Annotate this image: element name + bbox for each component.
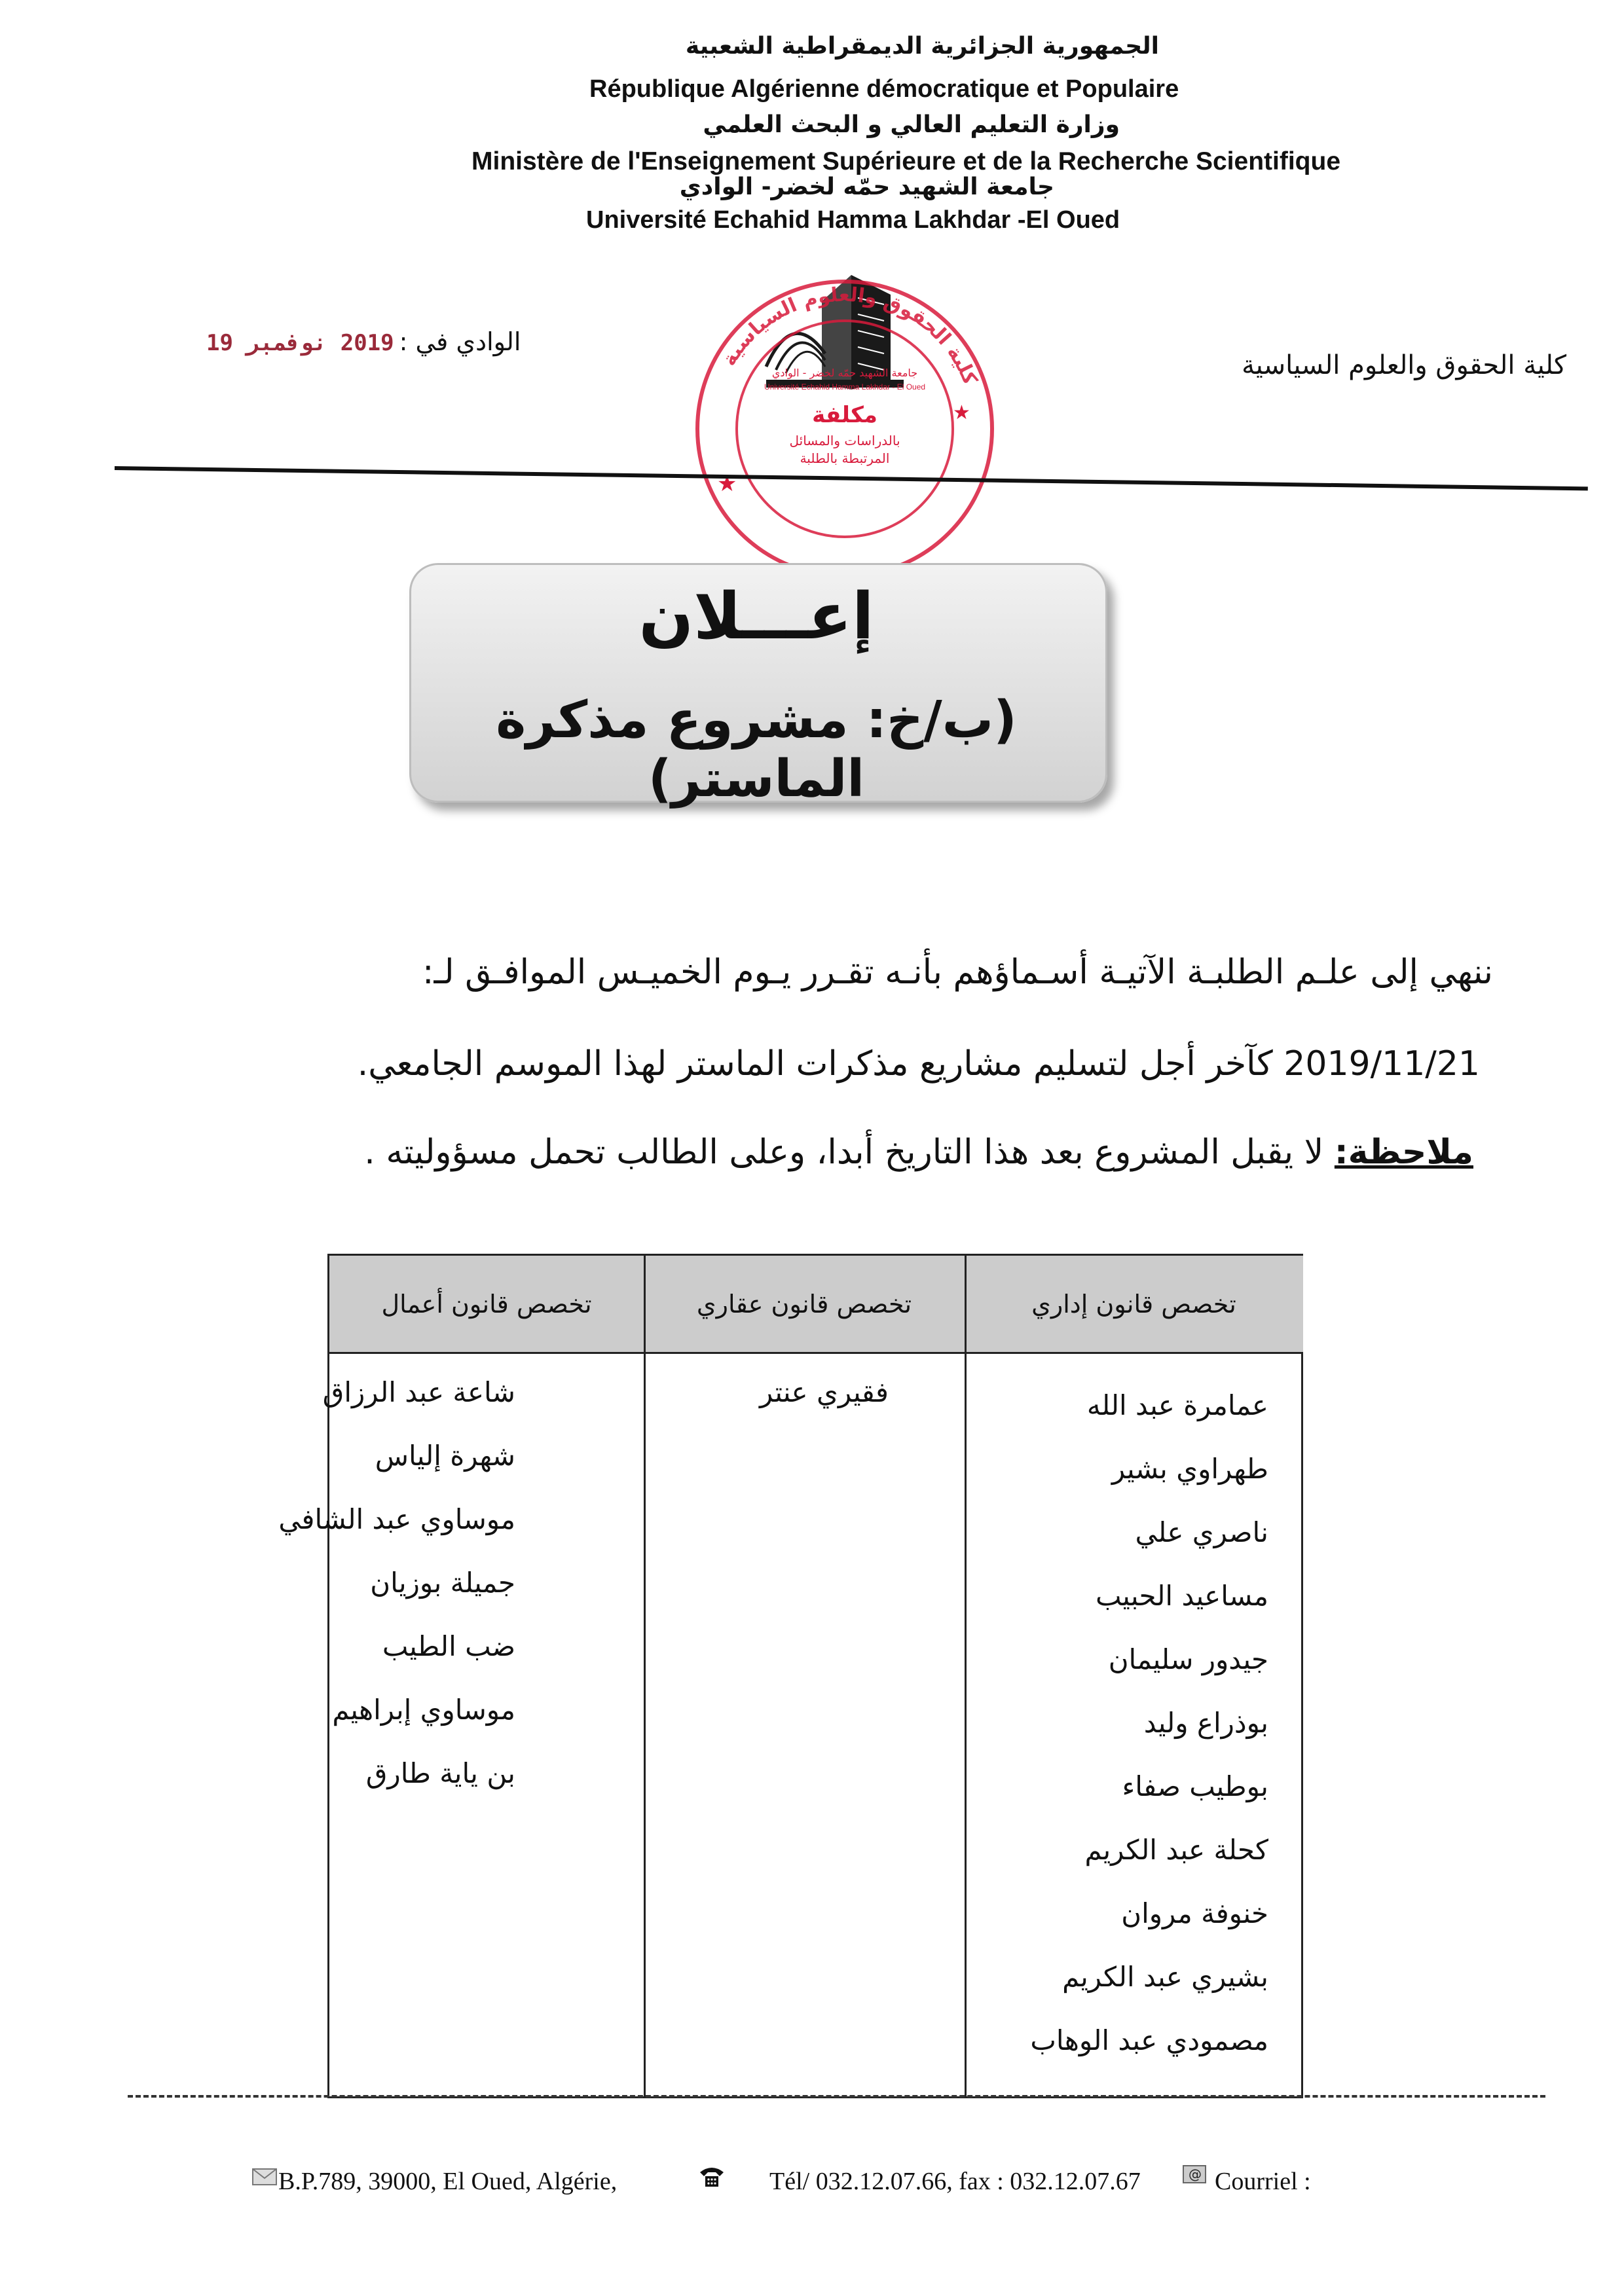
note-text: لا يقبل المشروع بعد هذا التاريخ أبدا، وعلى الطالب تحمل مسؤوليته . [364, 1133, 1335, 1172]
faculty-name: كلية الحقوق والعلوم السياسية [1242, 350, 1566, 380]
business-students-list [278, 1360, 515, 1805]
list-item: شاعة عبد الرزاق [322, 1376, 515, 1408]
header-fr-university: Université Echahid Hamma Lakhdar -El Oued [586, 206, 1120, 234]
footer-email-label: Courriel : [1215, 2168, 1311, 2195]
list-item: بن ياية طارق [365, 1757, 515, 1789]
list-item: عمامرة عبد الله [1086, 1389, 1268, 1421]
table-column-divider [965, 1256, 967, 2096]
real-estate-students-list [760, 1360, 889, 1424]
table-header-real-estate: تخصص قانون عقاري [644, 1256, 965, 1354]
footer-address: B.P.789, 39000, El Oued, Algérie, [278, 2168, 618, 2195]
list-item: بوطيب صفاء [1122, 1770, 1268, 1802]
date-label: الوادي في : [399, 327, 521, 356]
list-item: خنوفة مروان [1121, 1897, 1268, 1929]
list-item: مساعيد الحبيب [1095, 1580, 1268, 1612]
list-item: فقيري عنتر [760, 1376, 889, 1408]
announcement-subtitle: (ب/خ: مشروع مذكرة الماستر) [496, 691, 1017, 809]
stamp-star-icon: ★ [717, 471, 737, 497]
email-icon [1182, 2162, 1208, 2185]
administrative-students-list [1030, 1374, 1268, 2072]
list-item: بشيري عبد الكريم [1062, 1961, 1268, 1993]
list-item: كحلة عبد الكريم [1084, 1834, 1268, 1866]
footer [252, 2167, 1365, 2206]
stamp-line-3: مكلفة [812, 402, 877, 428]
list-item: ضب الطيب [382, 1630, 515, 1662]
stamp-line-1: جامعة الشهيد حمّه لخضر - الوادي [771, 367, 918, 379]
date-value: 2019 نوفمبر 19 [206, 330, 394, 356]
svg-text:@: @ [1189, 2166, 1202, 2182]
list-item: ناصري علي [1135, 1516, 1268, 1548]
list-item: موساوي عبد الشافي [278, 1503, 515, 1535]
footer-divider [128, 2095, 1545, 2098]
envelope-icon [252, 2167, 277, 2187]
body-note [364, 1133, 1473, 1172]
students-table [278, 1254, 1303, 2098]
header-ar-ministry: وزارة التعليم العالي و البحث العلمي [703, 111, 1120, 138]
list-item: مصمودي عبد الوهاب [1030, 2024, 1268, 2056]
stamp-line-4: بالدراسات والمسائل [789, 433, 900, 448]
header-ar-republic: الجمهورية الجزائرية الديمقراطية الشعبية [685, 33, 1159, 60]
table-header-administrative: تخصص قانون إداري [965, 1256, 1303, 1354]
official-stamp-icon [688, 272, 1002, 586]
body-line-2: 2019/11/21 كآخر أجل لتسليم مشاريع مذكرات الماستر لهذا الموسم الجامعي. [357, 1044, 1480, 1084]
list-item: طهراوي بشير [1111, 1453, 1268, 1485]
header-ar-university: جامعة الشهيد حمّه لخضر- الوادي [679, 173, 1054, 200]
header-fr-ministry: Ministère de l'Enseignement Supérieure et de la Recherche Scientifique [471, 147, 1341, 175]
body-line-1: ننهي إلى علـم الطلبـة الآتيـة أسـماؤهم بأنـه تقـرر يـوم الخميـس الموافـق لـ: [422, 953, 1493, 992]
stamp-star-icon: ★ [953, 401, 970, 424]
list-item: بوذراع وليد [1143, 1707, 1268, 1739]
header-fr-republic: République Algérienne démocratique et Populaire [589, 75, 1179, 103]
note-label: ملاحظة: [1334, 1133, 1473, 1172]
list-item: جميلة بوزيان [370, 1567, 515, 1599]
table-header-business: تخصص قانون أعمال [329, 1256, 644, 1354]
telephone-icon [697, 2163, 726, 2189]
announcement-title: إعـــلان [638, 579, 874, 654]
footer-phone-fax: Tél/ 032.12.07.66, fax : 032.12.07.67 [769, 2168, 1141, 2195]
table-column-divider [644, 1256, 646, 2096]
list-item: جيدور سليمان [1108, 1643, 1268, 1675]
list-item: شهرة إلياس [375, 1440, 515, 1472]
stamp-line-5: المرتبطة بالطلبة [800, 450, 890, 466]
list-item: موساوي إبراهيم [332, 1694, 515, 1726]
stamp-line-2: Université Echahid Hamma Lakhdar - El Oued [764, 382, 926, 392]
date-line [206, 327, 521, 356]
stamp-outer-text: كلية الحقوق والعلوم السياسية [717, 283, 982, 388]
